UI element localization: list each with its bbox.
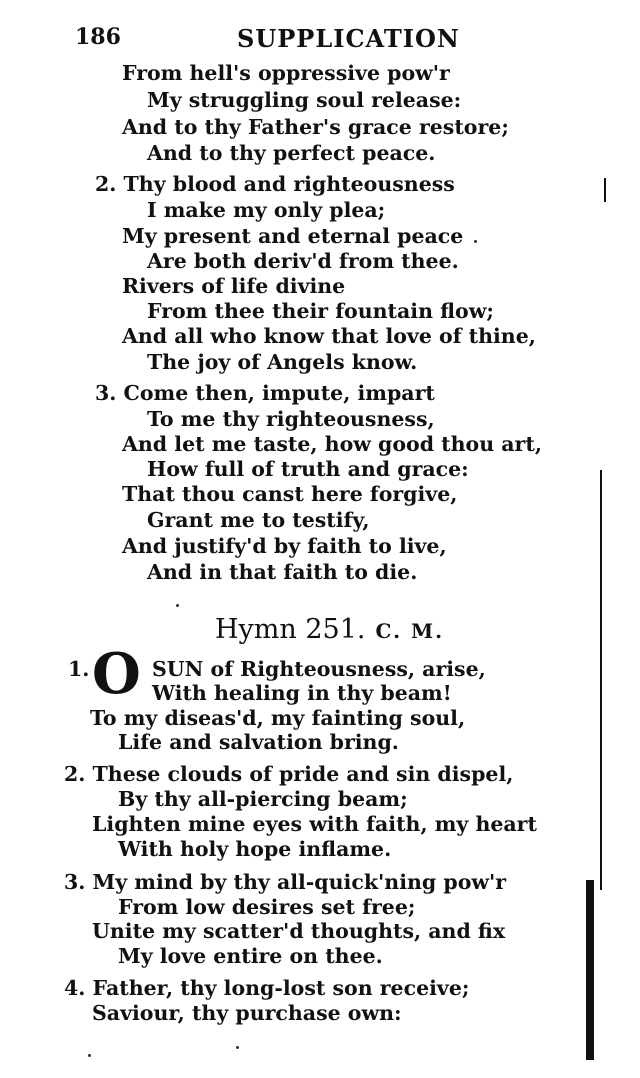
verse-line: Rivers of life divine [122,274,346,298]
running-head: SUPPLICATION [237,24,460,53]
speck [88,1054,91,1057]
verse-line: My love entire on thee. [118,944,383,968]
verse-line: Life and salvation bring. [118,730,399,754]
gutter-rule [586,880,594,1060]
verse-line: To me thy righteousness, [147,407,435,431]
verse-line: By thy all-piercing beam; [118,787,408,811]
verse-line: And to thy perfect peace. [147,141,436,165]
verse-line: 3. Come then, impute, impart [95,381,435,405]
verse-line: 3. My mind by thy all-quick'ning pow'r [64,870,507,894]
verse-line: My present and eternal peace [122,224,464,248]
verse-line: And justify'd by faith to live, [122,534,447,558]
hymn-title-text: Hymn 251. [215,614,366,645]
page-number: 186 [75,24,121,50]
verse-line: And all who know that love of thine, [122,324,536,348]
verse-line: From hell's oppressive pow'r [122,61,450,85]
verse-number: 1. [68,657,90,681]
verse-line: With holy hope inflame. [118,837,392,861]
hymn-title [215,614,444,645]
verse-line: From low desires set free; [118,895,416,919]
verse-line: Unite my scatter'd thoughts, and fix [92,919,506,943]
verse-line: From thee their fountain flow; [147,299,494,323]
verse-line: Saviour, thy purchase own: [92,1001,402,1025]
verse-line: The joy of Angels know. [147,350,418,374]
verse-line: And let me taste, how good thou art, [122,432,542,456]
verse-line: My struggling soul release: [147,88,462,112]
verse-line: SUN of Righteousness, arise, [152,657,486,681]
drop-cap: O [92,641,141,707]
verse-line: To my diseas'd, my fainting soul, [90,706,466,730]
hymn-meter: C. M. [375,619,445,643]
speck [236,1046,239,1049]
verse-line: Are both deriv'd from thee. [147,249,459,273]
verse-line: And in that faith to die. [147,560,418,584]
verse-line: I make my only plea; [147,198,386,222]
verse-line: Lighten mine eyes with faith, my heart [92,812,537,836]
verse-line: 2. These clouds of pride and sin dispel, [64,762,514,786]
verse-line: And to thy Father's grace restore; [122,115,509,139]
verse-line: 4. Father, thy long-lost son receive; [64,976,470,1000]
verse-line: How full of truth and grace: [147,457,469,481]
verse-line: Grant me to testify, [147,508,370,532]
verse-line: 2. Thy blood and righteousness [95,172,455,196]
gutter-mark [604,178,606,202]
verse-line: With healing in thy beam! [152,681,452,705]
speck [176,604,179,607]
gutter-rule [600,470,602,890]
verse-line: That thou canst here forgive, [122,482,458,506]
speck [474,240,477,243]
